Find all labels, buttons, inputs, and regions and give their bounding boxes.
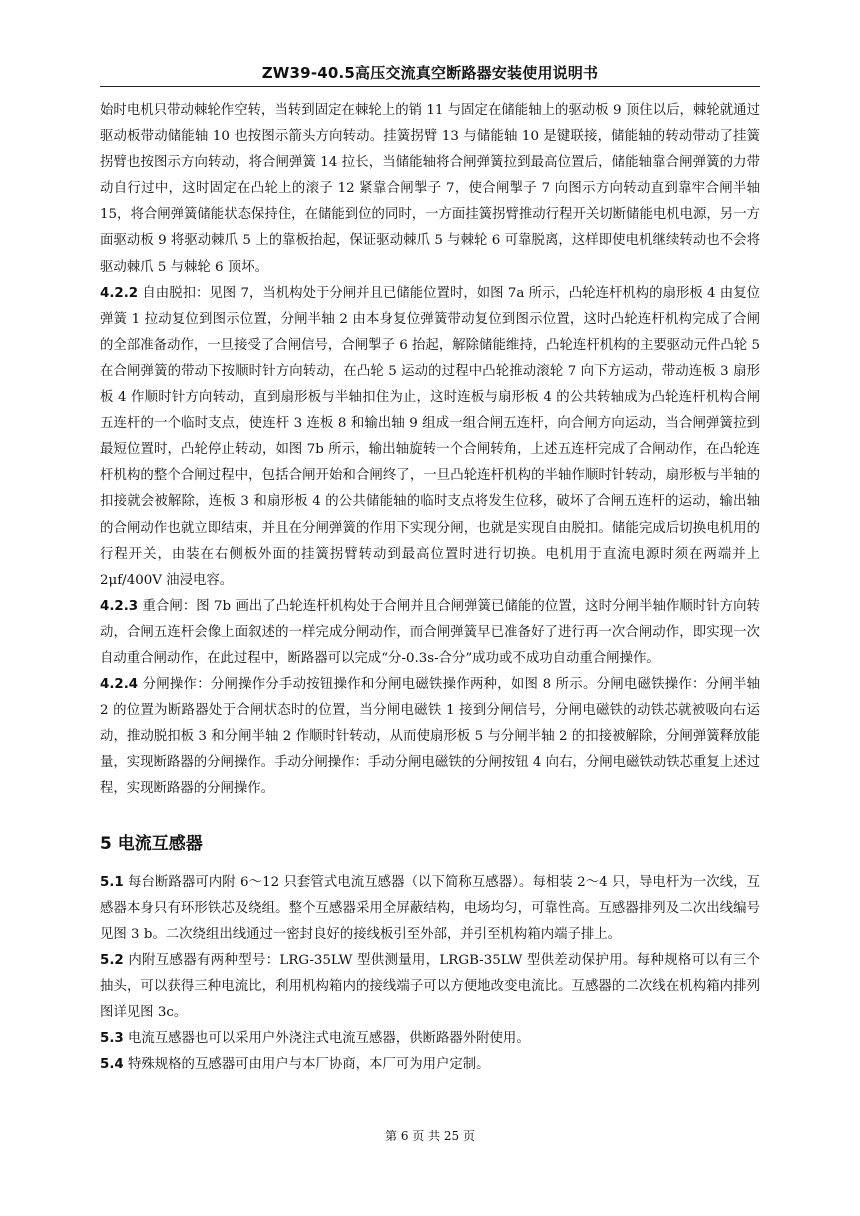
section-number: 5.1 bbox=[100, 874, 124, 890]
section-number: 4.2.2 bbox=[100, 285, 139, 301]
section-4-2-4 bbox=[100, 672, 760, 802]
header-divider bbox=[100, 86, 760, 87]
section-number: 5.4 bbox=[100, 1057, 124, 1073]
section-4-2-3 bbox=[100, 594, 760, 672]
section-number: 5.3 bbox=[100, 1031, 124, 1047]
section-number: 5.2 bbox=[100, 952, 124, 968]
section-5-4 bbox=[100, 1052, 760, 1078]
section-number: 4.2.4 bbox=[100, 677, 139, 693]
document-body bbox=[100, 98, 760, 1078]
section-4-2-2 bbox=[100, 281, 760, 594]
section-text: 分闸操作：分闸操作分手动按钮操作和分闸电磁铁操作两种，如图 8 所示。分闸电磁铁操作：分闸半轴 2 的位置为断路器处于合闸状态时的位置，当分闸电磁铁 1 接到分闸信号，分闸电磁铁的动铁芯就被吸向右运动，推动脱扣板 3 和分闸半轴 2 作顺时针转动，从而使扇形板 5 与分闸半轴 2 的扣接被解除，分闸弹簧释放能量，实现断路器的分闸操作。手动分闸操作：手动分闸电磁铁的分闸按钮 4 向右，分闸电磁铁动铁芯重复上述过程，实现断路器的分闸操作。 bbox=[100, 677, 760, 797]
section-text: 电流互感器也可以采用户外浇注式电流互感器，供断路器外附使用。 bbox=[123, 1031, 530, 1047]
section-text: 重合闸：图 7b 画出了凸轮连杆机构处于合闸并且合闸弹簧已储能的位置，这时分闸半轴作顺时针方向转动，合闸五连杆会像上面叙述的一样完成分闸动作，而合闸弹簧早已准备好了进行再一次合闸动作，即实现一次自动重合闸动作，在此过程中，断路器可以完成“分-0.3s-合分”成功或不成功自动重合闸操作。 bbox=[100, 598, 760, 666]
section-text: 每台断路器可内附 6～12 只套管式电流互感器（以下简称互感器）。每相装 2～4 只，导电杆为一次线，互感器本身只有环形铁芯及绕组。整个互感器采用全屏蔽结构，电场均匀，可靠性高。互感器排列及二次出线编号见图 3 b。二次绕组出线通过一密封良好的接线板引至外部，并引至机构箱内端子排上。 bbox=[100, 874, 760, 942]
section-text: 内附互感器有两种型号：LRG-35LW 型供测量用，LRGB-35LW 型供差动保护用。每种规格可以有三个抽头，可以获得三种电流比，利用机构箱内的接线端子可以方便地改变电流比。互感器的二次线在机构箱内排列图详见图 3c。 bbox=[100, 952, 760, 1020]
section-text: 特殊规格的互感器可由用户与本厂协商，本厂可为用户定制。 bbox=[123, 1057, 490, 1073]
section-5-2 bbox=[100, 948, 760, 1026]
section-number: 4.2.3 bbox=[100, 598, 139, 614]
paragraph-continuation: 始时电机只带动棘轮作空转，当转到固定在棘轮上的销 11 与固定在储能轴上的驱动板 9 顶住以后，棘轮就通过驱动板带动储能轴 10 也按图示箭头方向转动。挂簧拐臂 13 与储能轴 10 是键联接，储能轴的转动带动了挂簧拐臂也按图示方向转动，将合闸弹簧 14 拉长，当储能轴将合闸弹簧拉到最高位置后，储能轴靠合闸弹簧的力带动自行过中，这时固定在凸轮上的滚子 12 紧靠合闸掣子 7，使合闸掣子 7 向图示方向转动直到靠牢合闸半轴 15，将合闸弹簧储能状态保持住，在储能到位的同时，一方面挂簧拐臂推动行程开关切断储能电机电源，另一方面驱动板 9 将驱动棘爪 5 上的靠板抬起，保证驱动棘爪 5 与棘轮 6 可靠脱离，这样即使电机继续转动也不会将驱动棘爪 5 与棘轮 6 顶坏。 bbox=[100, 103, 760, 275]
section-5-1 bbox=[100, 870, 760, 948]
page-footer: 第 6 页 共 25 页 bbox=[385, 1129, 475, 1143]
section-text: 自由脱扣：见图 7，当机构处于分闸并且已储能位置时，如图 7a 所示，凸轮连杆机构的扇形板 4 由复位弹簧 1 拉动复位到图示位置，分闸半轴 2 由本身复位弹簧带动复位到图示位置，这时凸轮连杆机构完成了合闸的全部准备动作，一旦接受了合闸信号，合闸掣子 6 抬起，解除储能维持，凸轮连杆机构的主要驱动元件凸轮 5 在合闸弹簧的带动下按顺时针方向转动，在凸轮 5 运动的过程中凸轮推动滚轮 7 向下方运动，带动连板 3 扇形板 4 作顺时针方向转动，直到扇形板与半轴扣住为止，这时连板与扇形板 4 的公共转轴成为凸轮连杆机构合闸五连杆的一个临时支点，使连杆 3 连板 8 和输出轴 9 组成一组合闸五连杆，向合闸方向运动，当合闸弹簧拉到最短位置时，凸轮停止转动，如图 7b 所示，输出轴旋转一个合闸转角，上述五连杆完成了合闸动作，在凸轮连杆机构的整个合闸过程中，包括合闸开始和合闸终了，一旦凸轮连杆机构的半轴作顺时针转动，扇形板与半轴的扣接就会被解除，连板 3 和扇形板 4 的公共储能轴的临时支点将发生位移，破坏了合闸五连杆的运动，输出轴的合闸动作也就立即结束，并且在分闸弹簧的作用下实现分闸，也就是实现自由脱扣。储能完成后切换电机用的行程开关，由装在右侧板外面的挂簧拐臂转动到最高位置时进行切换。电机用于直流电源时须在两端并上 2μf/400V 油浸电容。 bbox=[100, 285, 760, 588]
document-header-title: ZW39-40.5高压交流真空断路器安装使用说明书 bbox=[261, 64, 599, 82]
section-5-3 bbox=[100, 1026, 760, 1052]
chapter-5-heading: 5 电流互感器 bbox=[100, 833, 203, 854]
